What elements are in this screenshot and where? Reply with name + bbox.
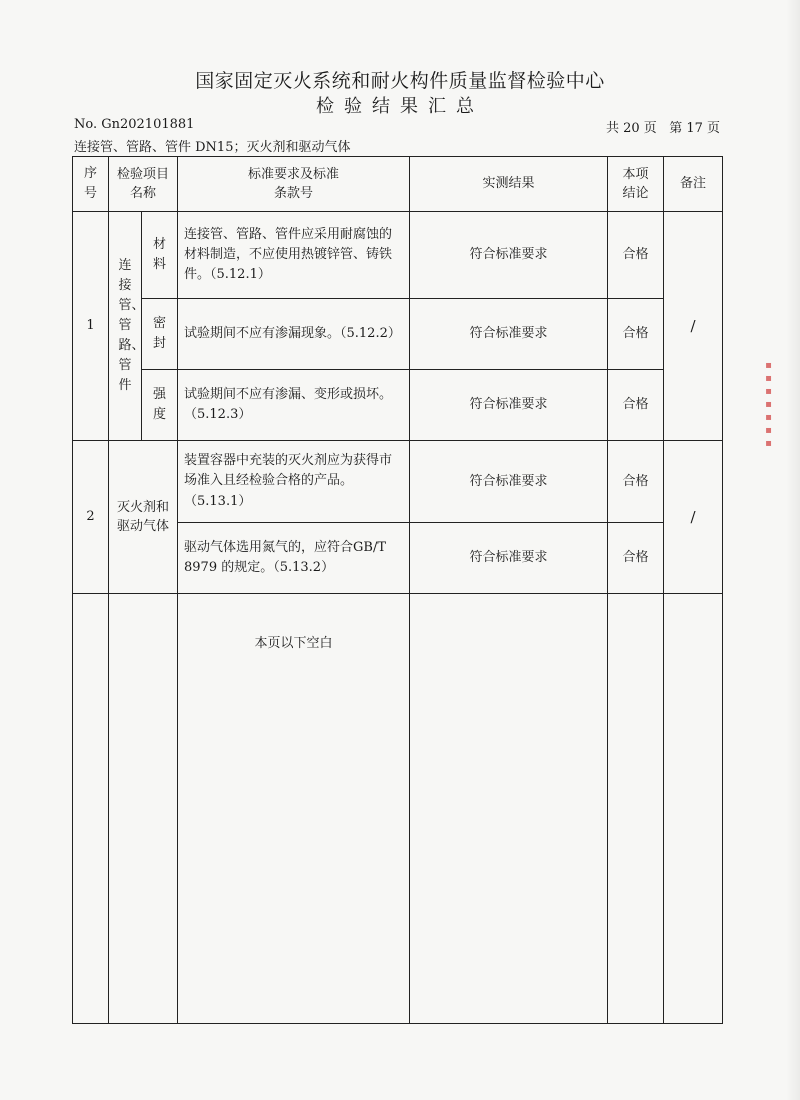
- blank-row: [73, 594, 723, 1024]
- sub-item-name: 密封: [142, 299, 178, 370]
- document-subtitle: 检验结果汇总: [316, 96, 484, 117]
- requirement-text: 连接管、管路、管件应采用耐腐蚀的材料制造，不应使用热镀锌管、铸铁件。（5.12.1）: [178, 212, 410, 299]
- col-header-result: 实测结果: [410, 157, 608, 212]
- remark-value: /: [664, 441, 723, 594]
- inspection-subject: 连接管、管路、管件 DN15；灭火剂和驱动气体: [74, 140, 351, 155]
- sub-item-name: 强度: [142, 370, 178, 441]
- sub-item-name: 材料: [142, 212, 178, 299]
- results-table: [72, 156, 723, 1024]
- document-title: 国家固定灭火系统和耐火构件质量监督检验中心: [195, 70, 605, 92]
- result-value: 符合标准要求: [410, 441, 608, 523]
- group-name: 灭火剂和驱动气体: [109, 441, 178, 594]
- requirement-text: 试验期间不应有渗漏、变形或损坏。（5.12.3）: [178, 370, 410, 441]
- col-header-seq: 序号: [73, 157, 109, 212]
- conclusion-value: 合格: [608, 370, 664, 441]
- remark-value: /: [664, 212, 723, 441]
- col-header-standard: 标准要求及标准条款号: [178, 157, 410, 212]
- table-row: [73, 441, 723, 523]
- result-value: 符合标准要求: [410, 299, 608, 370]
- conclusion-value: 合格: [608, 212, 664, 299]
- col-header-item: 检验项目名称: [109, 157, 178, 212]
- page-info: 共 20 页 第 17 页: [605, 121, 720, 136]
- edge-stamp-mark: ▪▪▪▪▪▪▪: [763, 360, 774, 451]
- table-header-row: [73, 157, 723, 212]
- requirement-text: 试验期间不应有渗漏现象。（5.12.2）: [178, 299, 410, 370]
- col-header-conclusion: 本项结论: [608, 157, 664, 212]
- col-header-note: 备注: [664, 157, 723, 212]
- scan-edge: [786, 0, 800, 1100]
- blank-note: 本页以下空白: [178, 594, 410, 1024]
- table-row: [73, 370, 723, 441]
- requirement-text: 驱动气体选用氮气的，应符合GB/T 8979 的规定。（5.13.2）: [178, 523, 410, 594]
- group-name: 连接管、管路、管件: [109, 212, 142, 441]
- result-value: 符合标准要求: [410, 370, 608, 441]
- group-seq: 2: [73, 441, 109, 594]
- table-row: [73, 212, 723, 299]
- table-row: [73, 299, 723, 370]
- conclusion-value: 合格: [608, 299, 664, 370]
- result-value: 符合标准要求: [410, 523, 608, 594]
- conclusion-value: 合格: [608, 441, 664, 523]
- requirement-text: 装置容器中充装的灭火剂应为获得市场准入且经检验合格的产品。（5.13.1）: [178, 441, 410, 523]
- document-number: No. Gn202101881: [74, 117, 195, 132]
- result-value: 符合标准要求: [410, 212, 608, 299]
- conclusion-value: 合格: [608, 523, 664, 594]
- group-seq: 1: [73, 212, 109, 441]
